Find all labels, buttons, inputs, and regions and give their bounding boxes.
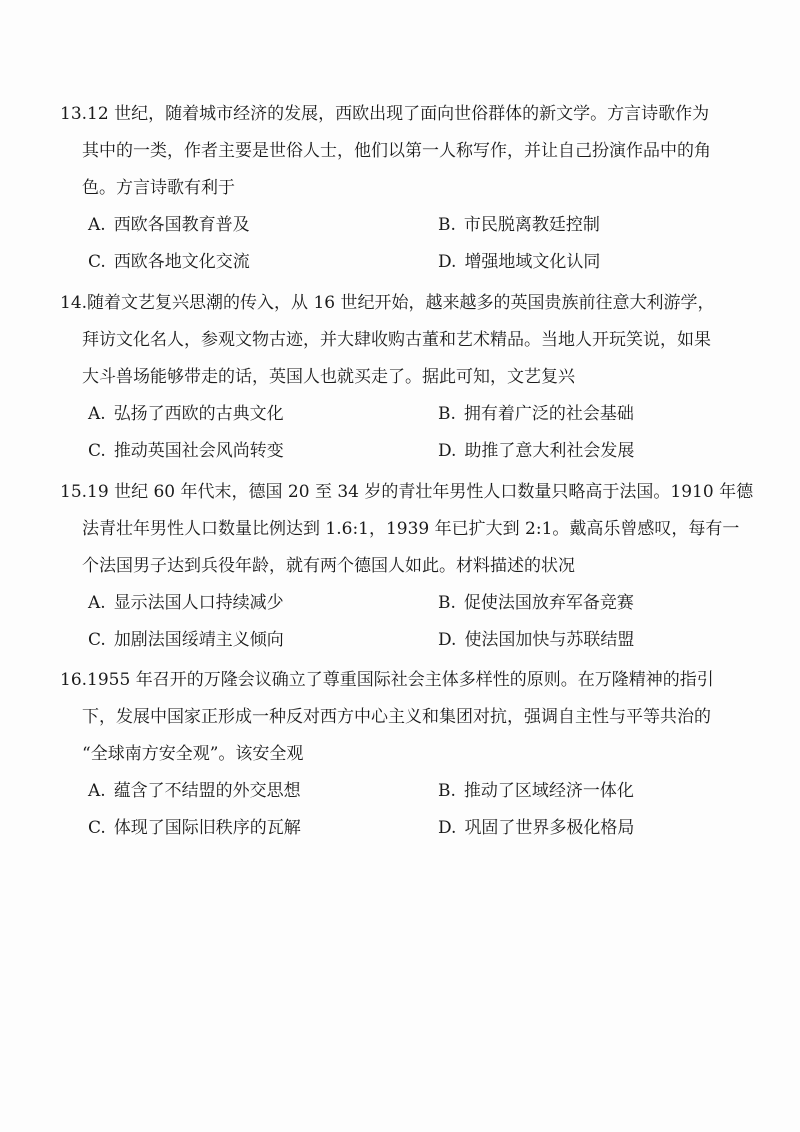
question-number: 15. [60, 482, 88, 502]
option-d[interactable]: D. 巩固了世界多极化格局 [438, 818, 635, 838]
option-d[interactable]: D. 增强地域文化认同 [438, 252, 601, 272]
stem-text: 拜访文化名人，参观文物古迹，并大肆收购古董和艺术精品。当地人开玩笑说，如果 [82, 330, 711, 350]
question-number: 16. [60, 670, 88, 690]
question-stem-line [60, 474, 754, 511]
stem-text: 法青壮年男性人口数量比例达到 1.6:1，1939 年已扩大到 2:1。戴高乐曾感叹，每有一 [82, 519, 740, 539]
stem-text: 1955 年召开的万隆会议确立了尊重国际社会主体多样性的原则。在万隆精神的指引 [87, 670, 714, 690]
options [60, 396, 750, 470]
stem-text: 其中的一类，作者主要是世俗人士，他们以第一人称写作，并让自己扮演作品中的角 [82, 141, 711, 161]
option-a[interactable]: A. 蕴含了不结盟的外交思想 [88, 781, 301, 801]
options [60, 207, 750, 281]
option-a[interactable]: A. 显示法国人口持续减少 [88, 593, 284, 613]
question-13 [60, 96, 750, 281]
option-c[interactable]: C. 体现了国际旧秩序的瓦解 [88, 818, 301, 838]
question-stem-line [60, 96, 750, 133]
stem-text: 个法国男子达到兵役年龄，就有两个德国人如此。材料描述的状况 [82, 556, 575, 576]
stem-text: 下，发展中国家正形成一种反对西方中心主义和集团对抗，强调自主性与平等共治的 [82, 707, 711, 727]
option-b[interactable]: B. 促使法国放弃军备竞赛 [438, 593, 634, 613]
stem-text: 大斗兽场能够带走的话，英国人也就买走了。据此可知，文艺复兴 [82, 367, 575, 387]
option-c[interactable]: C. 西欧各地文化交流 [88, 252, 250, 272]
option-b[interactable]: B. 拥有着广泛的社会基础 [438, 404, 634, 424]
options [60, 773, 750, 847]
option-d[interactable]: D. 使法国加快与苏联结盟 [438, 630, 635, 650]
options [60, 585, 750, 659]
question-14 [60, 285, 750, 470]
question-number: 14. [60, 293, 88, 313]
stem-text: 色。方言诗歌有利于 [82, 178, 235, 198]
option-b[interactable]: B. 市民脱离教廷控制 [438, 215, 600, 235]
option-b[interactable]: B. 推动了区域经济一体化 [438, 781, 634, 801]
stem-text: 19 世纪 60 年代末，德国 20 至 34 岁的青壮年男性人口数量只略高于法国。1910 年德 [87, 482, 754, 502]
question-15 [60, 474, 754, 659]
question-stem-line [60, 285, 750, 322]
option-d[interactable]: D. 助推了意大利社会发展 [438, 441, 635, 461]
question-16 [60, 662, 750, 847]
question-stem-line [60, 662, 750, 699]
option-a[interactable]: A. 西欧各国教育普及 [88, 215, 250, 235]
question-number: 13. [60, 104, 88, 124]
stem-text: 12 世纪，随着城市经济的发展，西欧出现了面向世俗群体的新文学。方言诗歌作为 [87, 104, 710, 124]
stem-text: 随着文艺复兴思潮的传入，从 16 世纪开始，越来越多的英国贵族前往意大利游学， [87, 293, 715, 313]
stem-text: “全球南方安全观”。该安全观 [82, 744, 304, 764]
option-c[interactable]: C. 加剧法国绥靖主义倾向 [88, 630, 284, 650]
option-c[interactable]: C. 推动英国社会风尚转变 [88, 441, 284, 461]
option-a[interactable]: A. 弘扬了西欧的古典文化 [88, 404, 284, 424]
